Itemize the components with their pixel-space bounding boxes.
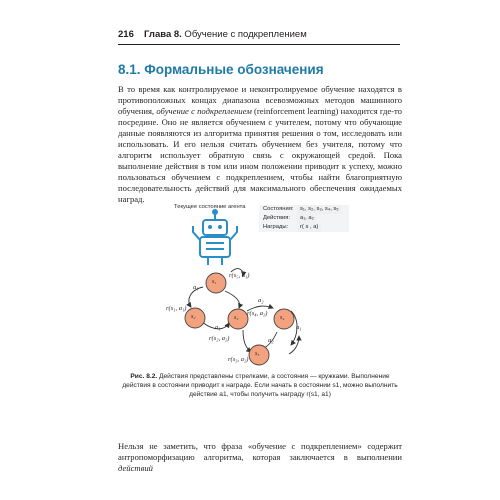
- caption-lead: Рис. 8.2.: [130, 373, 158, 380]
- state-label-s5: s₅: [255, 351, 260, 357]
- paragraph-1-part-a: В то время как контролируемое и неконтролируемое обучение находятся в противоположных концах диапазона всевозможных методов машинного обучения,: [118, 84, 402, 116]
- state-label-s2: s₂: [191, 314, 196, 320]
- paragraph-2-part-a: Нельзя не заметить, что фраза «обучение с подкреплением» содержит антропоморфизацию алгоритма, которая заключается в выполнении: [118, 441, 402, 462]
- legend-value: a₁, a₂: [297, 214, 317, 223]
- action-label: a₁: [215, 324, 221, 331]
- legend-key: Награды:: [263, 224, 289, 230]
- state-nodes: [185, 273, 294, 365]
- action-label: a₁: [193, 284, 199, 291]
- agent-state-label: Текущее состояние агента: [174, 204, 246, 210]
- reward-label: r(s₂, a₂): [209, 335, 230, 342]
- reward-label: r(s₅, a₁): [229, 272, 250, 279]
- action-label: a₂: [258, 297, 264, 304]
- action-label: a₂: [268, 337, 274, 344]
- reward-label: r(s₁, a₁): [166, 305, 187, 312]
- state-label-s1: s₁: [212, 279, 217, 285]
- figure-caption: [118, 372, 402, 399]
- caption-text: Действия представлены стрелками, а состояния — кружками. Выполнение действия в состоянии приводит к награде. Если начать в состоянии s1, можно выполнить действие a1, чтобы получить награду r(s1, a1): [122, 373, 398, 398]
- state-label-s4: s₄: [280, 315, 285, 321]
- term-actions: действий: [118, 463, 153, 473]
- page-number: 216: [118, 29, 134, 40]
- action-label: a₁: [296, 324, 302, 331]
- reward-label: r(s₄, a₂): [247, 310, 268, 317]
- term-reinforcement-learning: обучение с подкреплением: [156, 106, 252, 116]
- reward-label: r(s₃, a₂): [228, 356, 249, 363]
- chapter-number: Глава 8.: [144, 29, 182, 40]
- legend-value: s₁, s₂, s₃, s₄, s₅: [297, 205, 342, 214]
- legend-key: Состояния:: [263, 206, 294, 212]
- legend-value: r( s , a): [297, 223, 321, 232]
- state-label-s3: s₃: [234, 315, 239, 321]
- robot-icon: [193, 210, 237, 265]
- paragraph-1-part-b: (reinforcement learning) находится где-то посредине. Оно не является обучением с учителем, потому что обучающие данные появляются из алгоритма принятия решения о том, исследовать или использовать. И его нельзя считать обучением без учителя, потому что алгоритм использует обратную связь с окружающей средой. Пока выполнение действия в том или ином положении приводит к успеху, можно пользоваться обучением с подкреплением, чтобы найти благоприятную последовательность действий для максимального обеспечения ожидаемых наград.: [118, 106, 402, 204]
- legend-key: Действия:: [263, 215, 291, 221]
- section-title: 8.1. Формальные обозначения: [118, 62, 324, 77]
- paragraph-2: [118, 441, 402, 474]
- chapter-name: Обучение с подкреплением: [181, 29, 307, 40]
